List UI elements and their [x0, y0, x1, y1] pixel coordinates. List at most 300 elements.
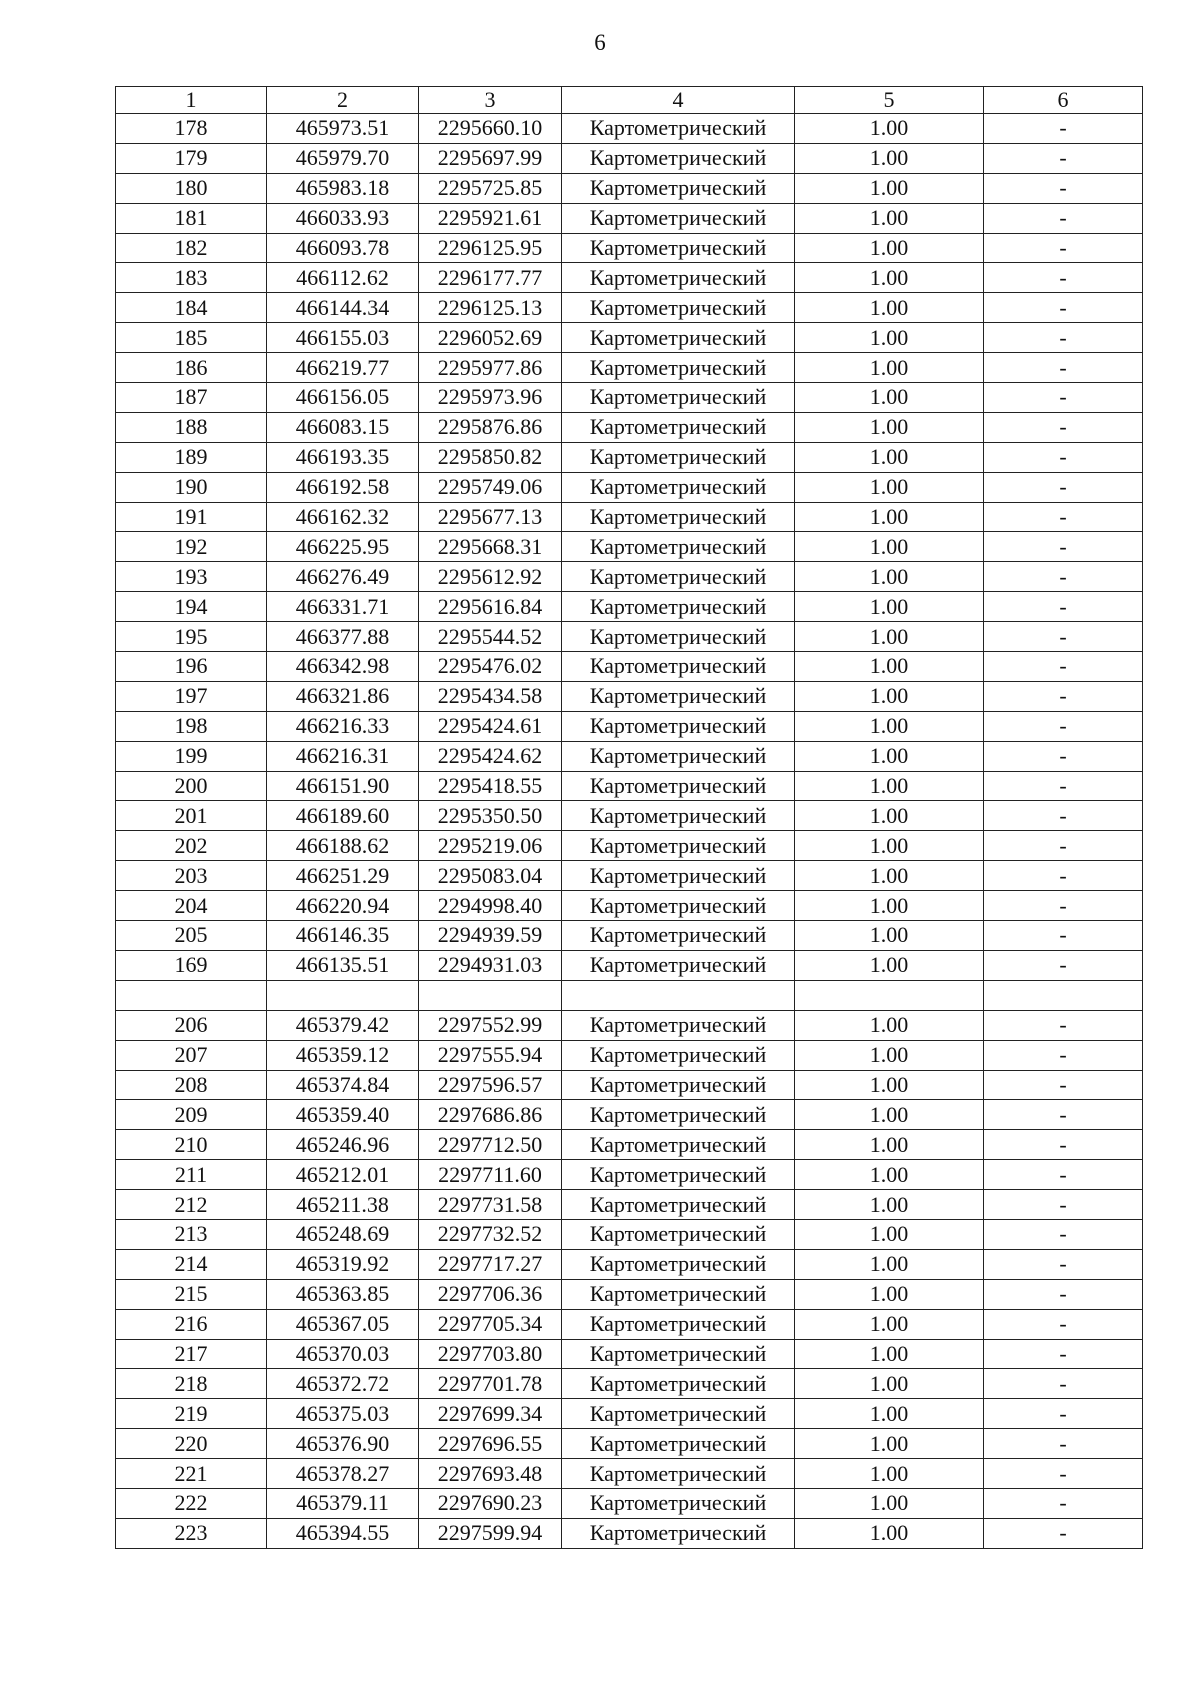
method-cell: Картометрический — [562, 711, 795, 741]
method-cell: Картометрический — [562, 383, 795, 413]
x-coordinate-cell: 466276.49 — [267, 562, 419, 592]
x-coordinate-cell: 465375.03 — [267, 1399, 419, 1429]
y-coordinate-cell: 2294998.40 — [419, 891, 562, 921]
method-cell: Картометрический — [562, 801, 795, 831]
method-cell: Картометрический — [562, 741, 795, 771]
point-number-cell: 190 — [116, 472, 267, 502]
table-row — [116, 801, 1143, 831]
accuracy-cell: 1.00 — [795, 173, 984, 203]
table-row — [116, 1130, 1143, 1160]
note-cell: - — [984, 1309, 1143, 1339]
accuracy-cell: 1.00 — [795, 1459, 984, 1489]
accuracy-cell: 1.00 — [795, 1040, 984, 1070]
column-header: 3 — [419, 87, 562, 114]
accuracy-cell: 1.00 — [795, 592, 984, 622]
column-header: 4 — [562, 87, 795, 114]
x-coordinate-cell: 465212.01 — [267, 1160, 419, 1190]
x-coordinate-cell: 466112.62 — [267, 263, 419, 293]
point-number-cell: 212 — [116, 1190, 267, 1220]
point-number-cell: 194 — [116, 592, 267, 622]
note-cell: - — [984, 1160, 1143, 1190]
method-cell: Картометрический — [562, 233, 795, 263]
table-row — [116, 1429, 1143, 1459]
page-number: 6 — [594, 30, 606, 55]
accuracy-cell: 1.00 — [795, 1249, 984, 1279]
accuracy-cell: 1.00 — [795, 681, 984, 711]
point-number-cell: 215 — [116, 1279, 267, 1309]
column-header: 5 — [795, 87, 984, 114]
table-row — [116, 1040, 1143, 1070]
note-cell: - — [984, 681, 1143, 711]
table-row — [116, 143, 1143, 173]
x-coordinate-cell: 465394.55 — [267, 1518, 419, 1548]
accuracy-cell: 1.00 — [795, 741, 984, 771]
accuracy-cell: 1.00 — [795, 1429, 984, 1459]
table-row — [116, 442, 1143, 472]
note-cell: - — [984, 1190, 1143, 1220]
note-cell: - — [984, 1459, 1143, 1489]
y-coordinate-cell: 2295749.06 — [419, 472, 562, 502]
method-cell: Картометрический — [562, 861, 795, 891]
point-number-cell: 221 — [116, 1459, 267, 1489]
accuracy-cell: 1.00 — [795, 921, 984, 951]
table-row — [116, 532, 1143, 562]
method-cell: Картометрический — [562, 921, 795, 951]
note-cell: - — [984, 861, 1143, 891]
table-row — [116, 1100, 1143, 1130]
note-cell: - — [984, 1429, 1143, 1459]
accuracy-cell: 1.00 — [795, 1070, 984, 1100]
point-number-cell: 209 — [116, 1100, 267, 1130]
method-cell: Картометрический — [562, 950, 795, 980]
y-coordinate-cell: 2297690.23 — [419, 1488, 562, 1518]
y-coordinate-cell: 2297599.94 — [419, 1518, 562, 1548]
x-coordinate-cell: 465379.11 — [267, 1488, 419, 1518]
x-coordinate-cell: 465211.38 — [267, 1190, 419, 1220]
note-cell: - — [984, 831, 1143, 861]
method-cell: Картометрический — [562, 472, 795, 502]
x-coordinate-cell: 465379.42 — [267, 1010, 419, 1040]
point-number-cell: 201 — [116, 801, 267, 831]
table-row — [116, 114, 1143, 144]
x-coordinate-cell: 465372.72 — [267, 1369, 419, 1399]
x-coordinate-cell: 465363.85 — [267, 1279, 419, 1309]
point-number-cell: 195 — [116, 622, 267, 652]
x-coordinate-cell: 466033.93 — [267, 203, 419, 233]
table-row — [116, 293, 1143, 323]
y-coordinate-cell: 2295424.61 — [419, 711, 562, 741]
method-cell: Картометрический — [562, 143, 795, 173]
y-coordinate-cell: 2295921.61 — [419, 203, 562, 233]
table-row — [116, 1339, 1143, 1369]
note-cell: - — [984, 173, 1143, 203]
x-coordinate-cell: 466192.58 — [267, 472, 419, 502]
y-coordinate-cell: 2297701.78 — [419, 1369, 562, 1399]
y-coordinate-cell: 2295434.58 — [419, 681, 562, 711]
y-coordinate-cell: 2294939.59 — [419, 921, 562, 951]
method-cell: Картометрический — [562, 1309, 795, 1339]
x-coordinate-cell: 465359.12 — [267, 1040, 419, 1070]
table-row — [116, 412, 1143, 442]
point-number-cell: 206 — [116, 1010, 267, 1040]
point-number-cell: 187 — [116, 383, 267, 413]
point-number-cell: 192 — [116, 532, 267, 562]
method-cell: Картометрический — [562, 1160, 795, 1190]
x-coordinate-cell: 466251.29 — [267, 861, 419, 891]
y-coordinate-cell: 2295612.92 — [419, 562, 562, 592]
method-cell: Картометрический — [562, 1429, 795, 1459]
table-row — [116, 1279, 1143, 1309]
note-cell: - — [984, 1518, 1143, 1548]
y-coordinate-cell: 2295660.10 — [419, 114, 562, 144]
x-coordinate-cell: 466135.51 — [267, 950, 419, 980]
accuracy-cell: 1.00 — [795, 711, 984, 741]
coordinates-table — [115, 86, 1143, 1549]
accuracy-cell: 1.00 — [795, 1369, 984, 1399]
table-row — [116, 1219, 1143, 1249]
note-cell: - — [984, 1070, 1143, 1100]
method-cell: Картометрический — [562, 592, 795, 622]
column-header: 6 — [984, 87, 1143, 114]
table-row — [116, 1399, 1143, 1429]
point-number-cell: 198 — [116, 711, 267, 741]
method-cell: Картометрический — [562, 1040, 795, 1070]
accuracy-cell: 1.00 — [795, 771, 984, 801]
note-cell: - — [984, 801, 1143, 831]
y-coordinate-cell: 2295616.84 — [419, 592, 562, 622]
x-coordinate-cell: 465378.27 — [267, 1459, 419, 1489]
method-cell: Картометрический — [562, 771, 795, 801]
x-coordinate-cell: 465359.40 — [267, 1100, 419, 1130]
point-number-cell — [116, 980, 267, 1010]
note-cell: - — [984, 891, 1143, 921]
table-header-row — [116, 87, 1143, 114]
point-number-cell: 179 — [116, 143, 267, 173]
table-row — [116, 383, 1143, 413]
table-row — [116, 1249, 1143, 1279]
point-number-cell: 223 — [116, 1518, 267, 1548]
method-cell: Картометрический — [562, 1010, 795, 1040]
note-cell: - — [984, 412, 1143, 442]
y-coordinate-cell: 2297699.34 — [419, 1399, 562, 1429]
table-row — [116, 652, 1143, 682]
point-number-cell: 189 — [116, 442, 267, 472]
y-coordinate-cell: 2296125.95 — [419, 233, 562, 263]
point-number-cell: 199 — [116, 741, 267, 771]
point-number-cell: 197 — [116, 681, 267, 711]
note-cell: - — [984, 1279, 1143, 1309]
method-cell: Картометрический — [562, 1518, 795, 1548]
y-coordinate-cell: 2295083.04 — [419, 861, 562, 891]
x-coordinate-cell: 466225.95 — [267, 532, 419, 562]
accuracy-cell: 1.00 — [795, 442, 984, 472]
point-number-cell: 193 — [116, 562, 267, 592]
method-cell: Картометрический — [562, 1279, 795, 1309]
note-cell: - — [984, 233, 1143, 263]
accuracy-cell: 1.00 — [795, 143, 984, 173]
method-cell: Картометрический — [562, 1249, 795, 1279]
x-coordinate-cell: 465983.18 — [267, 173, 419, 203]
table-body — [116, 114, 1143, 1549]
table-row — [116, 203, 1143, 233]
method-cell: Картометрический — [562, 831, 795, 861]
point-number-cell: 178 — [116, 114, 267, 144]
y-coordinate-cell: 2297686.86 — [419, 1100, 562, 1130]
point-number-cell: 204 — [116, 891, 267, 921]
method-cell: Картометрический — [562, 1459, 795, 1489]
x-coordinate-cell: 466321.86 — [267, 681, 419, 711]
table-row — [116, 323, 1143, 353]
y-coordinate-cell: 2297712.50 — [419, 1130, 562, 1160]
accuracy-cell: 1.00 — [795, 891, 984, 921]
point-number-cell: 219 — [116, 1399, 267, 1429]
accuracy-cell: 1.00 — [795, 114, 984, 144]
accuracy-cell: 1.00 — [795, 1100, 984, 1130]
point-number-cell: 214 — [116, 1249, 267, 1279]
note-cell: - — [984, 502, 1143, 532]
x-coordinate-cell: 466377.88 — [267, 622, 419, 652]
x-coordinate-cell: 466156.05 — [267, 383, 419, 413]
x-coordinate-cell: 465367.05 — [267, 1309, 419, 1339]
table-row — [116, 891, 1143, 921]
point-number-cell: 218 — [116, 1369, 267, 1399]
note-cell: - — [984, 921, 1143, 951]
method-cell: Картометрический — [562, 1399, 795, 1429]
accuracy-cell: 1.00 — [795, 1399, 984, 1429]
method-cell — [562, 980, 795, 1010]
x-coordinate-cell: 466189.60 — [267, 801, 419, 831]
y-coordinate-cell: 2297693.48 — [419, 1459, 562, 1489]
x-coordinate-cell: 466151.90 — [267, 771, 419, 801]
y-coordinate-cell: 2297711.60 — [419, 1160, 562, 1190]
y-coordinate-cell: 2297703.80 — [419, 1339, 562, 1369]
accuracy-cell: 1.00 — [795, 412, 984, 442]
table-row — [116, 1518, 1143, 1548]
table-row — [116, 1459, 1143, 1489]
point-number-cell: 188 — [116, 412, 267, 442]
point-number-cell: 184 — [116, 293, 267, 323]
point-number-cell: 169 — [116, 950, 267, 980]
method-cell: Картометрический — [562, 1190, 795, 1220]
table-row — [116, 771, 1143, 801]
method-cell: Картометрический — [562, 532, 795, 562]
accuracy-cell: 1.00 — [795, 831, 984, 861]
x-coordinate-cell: 465246.96 — [267, 1130, 419, 1160]
y-coordinate-cell: 2295725.85 — [419, 173, 562, 203]
note-cell: - — [984, 293, 1143, 323]
accuracy-cell — [795, 980, 984, 1010]
note-cell: - — [984, 652, 1143, 682]
table-row — [116, 1070, 1143, 1100]
table-row — [116, 861, 1143, 891]
y-coordinate-cell: 2296052.69 — [419, 323, 562, 353]
note-cell: - — [984, 1130, 1143, 1160]
note-cell: - — [984, 562, 1143, 592]
point-number-cell: 205 — [116, 921, 267, 951]
accuracy-cell: 1.00 — [795, 532, 984, 562]
method-cell: Картометрический — [562, 442, 795, 472]
table-row — [116, 502, 1143, 532]
note-cell: - — [984, 263, 1143, 293]
point-number-cell: 182 — [116, 233, 267, 263]
note-cell: - — [984, 622, 1143, 652]
table-row — [116, 1160, 1143, 1190]
accuracy-cell: 1.00 — [795, 1339, 984, 1369]
point-number-cell: 202 — [116, 831, 267, 861]
point-number-cell: 203 — [116, 861, 267, 891]
table-row — [116, 831, 1143, 861]
accuracy-cell: 1.00 — [795, 1130, 984, 1160]
table-row — [116, 950, 1143, 980]
accuracy-cell: 1.00 — [795, 502, 984, 532]
x-coordinate-cell: 466331.71 — [267, 592, 419, 622]
y-coordinate-cell: 2295476.02 — [419, 652, 562, 682]
x-coordinate-cell: 466342.98 — [267, 652, 419, 682]
table-row — [116, 353, 1143, 383]
accuracy-cell: 1.00 — [795, 293, 984, 323]
note-cell: - — [984, 1219, 1143, 1249]
point-number-cell: 211 — [116, 1160, 267, 1190]
x-coordinate-cell: 465319.92 — [267, 1249, 419, 1279]
method-cell: Картометрический — [562, 652, 795, 682]
x-coordinate-cell: 465376.90 — [267, 1429, 419, 1459]
note-cell: - — [984, 472, 1143, 502]
accuracy-cell: 1.00 — [795, 383, 984, 413]
note-cell: - — [984, 143, 1143, 173]
method-cell: Картометрический — [562, 1070, 795, 1100]
note-cell: - — [984, 592, 1143, 622]
method-cell: Картометрический — [562, 1219, 795, 1249]
y-coordinate-cell: 2295219.06 — [419, 831, 562, 861]
x-coordinate-cell: 466083.15 — [267, 412, 419, 442]
point-number-cell: 220 — [116, 1429, 267, 1459]
y-coordinate-cell: 2297717.27 — [419, 1249, 562, 1279]
y-coordinate-cell: 2297696.55 — [419, 1429, 562, 1459]
table-row — [116, 592, 1143, 622]
point-number-cell: 222 — [116, 1488, 267, 1518]
method-cell: Картометрический — [562, 1100, 795, 1130]
column-header: 2 — [267, 87, 419, 114]
x-coordinate-cell: 465973.51 — [267, 114, 419, 144]
accuracy-cell: 1.00 — [795, 353, 984, 383]
note-cell — [984, 980, 1143, 1010]
note-cell: - — [984, 114, 1143, 144]
note-cell: - — [984, 383, 1143, 413]
y-coordinate-cell: 2296177.77 — [419, 263, 562, 293]
table-row — [116, 1488, 1143, 1518]
x-coordinate-cell: 465979.70 — [267, 143, 419, 173]
y-coordinate-cell: 2295418.55 — [419, 771, 562, 801]
accuracy-cell: 1.00 — [795, 1518, 984, 1548]
note-cell: - — [984, 1399, 1143, 1429]
table-row — [116, 622, 1143, 652]
x-coordinate-cell — [267, 980, 419, 1010]
x-coordinate-cell: 466188.62 — [267, 831, 419, 861]
y-coordinate-cell: 2295677.13 — [419, 502, 562, 532]
table-row — [116, 1369, 1143, 1399]
y-coordinate-cell: 2295544.52 — [419, 622, 562, 652]
y-coordinate-cell: 2295697.99 — [419, 143, 562, 173]
x-coordinate-cell: 465370.03 — [267, 1339, 419, 1369]
note-cell: - — [984, 1339, 1143, 1369]
y-coordinate-cell: 2297705.34 — [419, 1309, 562, 1339]
method-cell: Картометрический — [562, 1130, 795, 1160]
accuracy-cell: 1.00 — [795, 1309, 984, 1339]
accuracy-cell: 1.00 — [795, 652, 984, 682]
method-cell: Картометрический — [562, 173, 795, 203]
table-row — [116, 921, 1143, 951]
accuracy-cell: 1.00 — [795, 263, 984, 293]
table-row — [116, 263, 1143, 293]
method-cell: Картометрический — [562, 293, 795, 323]
method-cell: Картометрический — [562, 263, 795, 293]
y-coordinate-cell: 2295668.31 — [419, 532, 562, 562]
y-coordinate-cell: 2295876.86 — [419, 412, 562, 442]
note-cell: - — [984, 532, 1143, 562]
note-cell: - — [984, 442, 1143, 472]
accuracy-cell: 1.00 — [795, 323, 984, 353]
x-coordinate-cell: 466155.03 — [267, 323, 419, 353]
note-cell: - — [984, 741, 1143, 771]
point-number-cell: 208 — [116, 1070, 267, 1100]
x-coordinate-cell: 466220.94 — [267, 891, 419, 921]
accuracy-cell: 1.00 — [795, 1160, 984, 1190]
note-cell: - — [984, 323, 1143, 353]
x-coordinate-cell: 466193.35 — [267, 442, 419, 472]
table-row — [116, 173, 1143, 203]
y-coordinate-cell — [419, 980, 562, 1010]
method-cell: Картометрический — [562, 622, 795, 652]
y-coordinate-cell: 2295973.96 — [419, 383, 562, 413]
accuracy-cell: 1.00 — [795, 1190, 984, 1220]
x-coordinate-cell: 466162.32 — [267, 502, 419, 532]
y-coordinate-cell: 2297596.57 — [419, 1070, 562, 1100]
accuracy-cell: 1.00 — [795, 562, 984, 592]
table-row — [116, 1010, 1143, 1040]
method-cell: Картометрический — [562, 203, 795, 233]
y-coordinate-cell: 2297552.99 — [419, 1010, 562, 1040]
point-number-cell: 207 — [116, 1040, 267, 1070]
method-cell: Картометрический — [562, 562, 795, 592]
x-coordinate-cell: 466219.77 — [267, 353, 419, 383]
table-row — [116, 472, 1143, 502]
column-header: 1 — [116, 87, 267, 114]
accuracy-cell: 1.00 — [795, 1488, 984, 1518]
y-coordinate-cell: 2295850.82 — [419, 442, 562, 472]
note-cell: - — [984, 1249, 1143, 1279]
accuracy-cell: 1.00 — [795, 861, 984, 891]
method-cell: Картометрический — [562, 1339, 795, 1369]
table-row — [116, 233, 1143, 263]
point-number-cell: 186 — [116, 353, 267, 383]
accuracy-cell: 1.00 — [795, 233, 984, 263]
method-cell: Картометрический — [562, 353, 795, 383]
point-number-cell: 191 — [116, 502, 267, 532]
accuracy-cell: 1.00 — [795, 1010, 984, 1040]
x-coordinate-cell: 466144.34 — [267, 293, 419, 323]
note-cell: - — [984, 950, 1143, 980]
x-coordinate-cell: 466216.33 — [267, 711, 419, 741]
note-cell: - — [984, 1488, 1143, 1518]
method-cell: Картометрический — [562, 323, 795, 353]
note-cell: - — [984, 1010, 1143, 1040]
point-number-cell: 210 — [116, 1130, 267, 1160]
x-coordinate-cell: 466093.78 — [267, 233, 419, 263]
y-coordinate-cell: 2297732.52 — [419, 1219, 562, 1249]
point-number-cell: 180 — [116, 173, 267, 203]
note-cell: - — [984, 1040, 1143, 1070]
y-coordinate-cell: 2295977.86 — [419, 353, 562, 383]
